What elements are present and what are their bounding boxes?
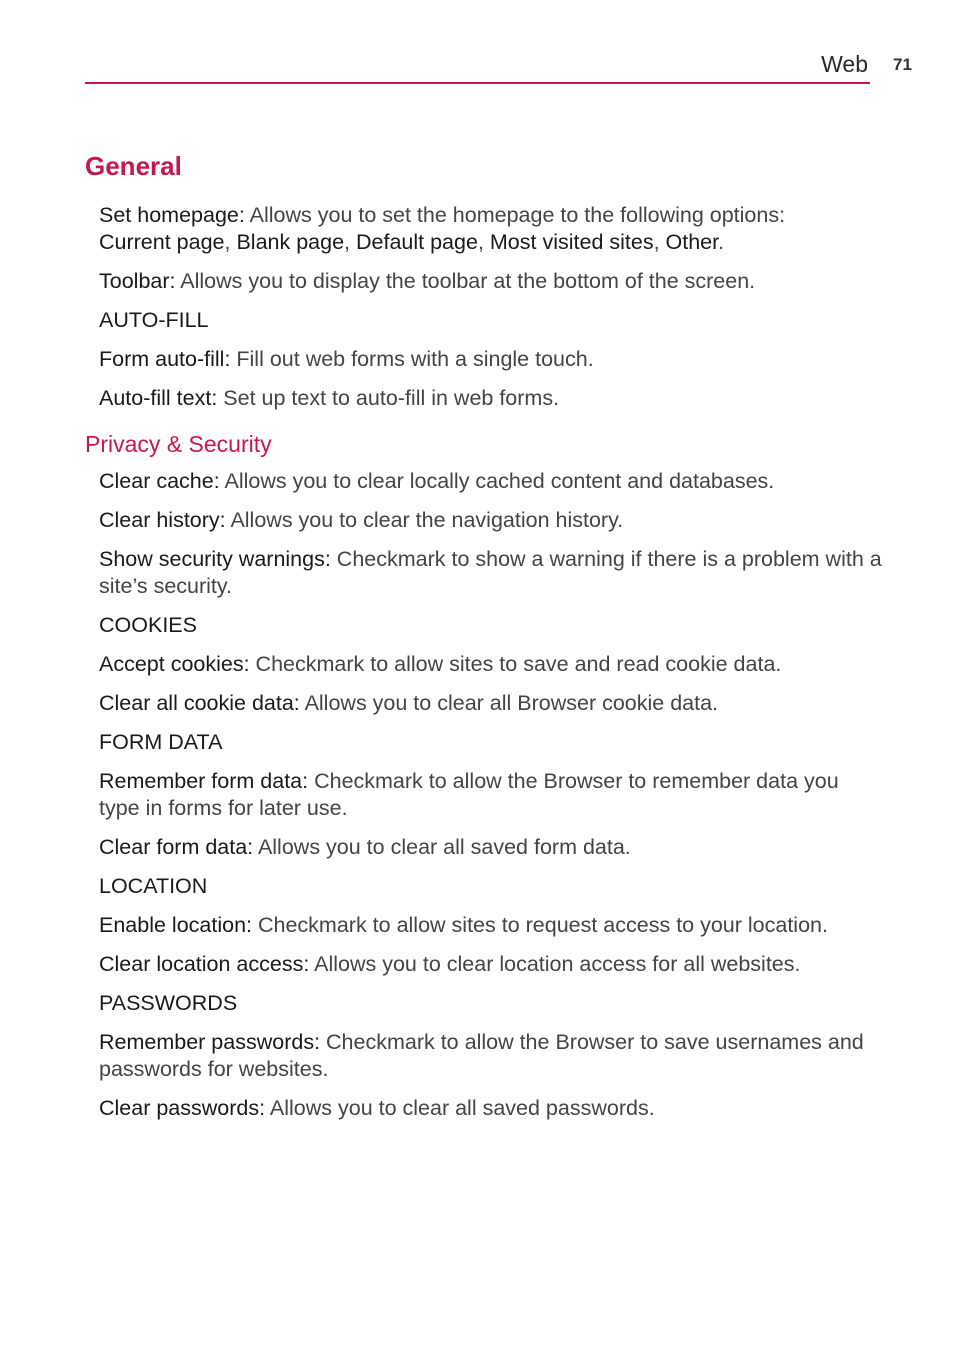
setting-remember-form-data — [99, 768, 885, 822]
setting-term: Auto-fill text: — [99, 386, 218, 410]
setting-term: Form auto-fill: — [99, 347, 231, 371]
setting-clear-passwords — [99, 1095, 885, 1122]
setting-term: Toolbar: — [99, 269, 176, 293]
setting-clear-form-data — [99, 834, 885, 861]
option-blank-page: Blank page — [236, 230, 345, 254]
setting-term: Clear history: — [99, 508, 226, 532]
setting-desc: Checkmark to allow sites to save and read cookie data. — [249, 652, 782, 676]
setting-show-security-warnings — [99, 546, 885, 600]
setting-clear-cache — [99, 468, 885, 495]
setting-form-auto-fill — [99, 346, 885, 373]
setting-desc: Checkmark to allow the Browser to save usernames and passwords for websites. — [99, 1030, 864, 1081]
section-title-privacy-security: Privacy & Security — [85, 431, 272, 457]
section-title-general: General — [85, 151, 182, 181]
setting-desc: Allows you to clear all Browser cookie data. — [299, 691, 719, 715]
setting-desc: Allows you to set the homepage to the following options: — [244, 203, 786, 227]
setting-term: Remember passwords: — [99, 1030, 321, 1054]
page-number: 71 — [893, 55, 912, 74]
setting-term: Accept cookies: — [99, 652, 250, 676]
setting-clear-location-access — [99, 951, 885, 978]
setting-term: Clear passwords: — [99, 1096, 266, 1120]
option-separator: , — [344, 230, 356, 254]
option-most-visited-sites: Most visited sites — [489, 230, 654, 254]
option-separator: , — [653, 230, 666, 254]
setting-toolbar — [99, 268, 885, 295]
option-separator: , — [477, 230, 490, 254]
setting-desc: Checkmark to allow the Browser to remember data you type in forms for later use. — [99, 769, 839, 820]
setting-accept-cookies — [99, 651, 885, 678]
setting-term: Remember form data: — [99, 769, 309, 793]
setting-term: Clear cache: — [99, 469, 220, 493]
setting-enable-location — [99, 912, 885, 939]
setting-term: Enable location: — [99, 913, 252, 937]
setting-set-homepage — [99, 202, 885, 256]
setting-auto-fill-text — [99, 385, 885, 412]
setting-clear-history — [99, 507, 885, 534]
setting-term: Show security warnings: — [99, 547, 331, 571]
setting-desc: Fill out web forms with a single touch. — [230, 347, 594, 371]
caption-cookies: COOKIES — [99, 613, 197, 637]
setting-desc: Allows you to display the toolbar at the bottom of the screen. — [175, 269, 756, 293]
setting-desc: Checkmark to show a warning if there is a problem with a site’s security. — [99, 547, 882, 598]
setting-clear-all-cookie-data — [99, 690, 885, 717]
caption-auto-fill: AUTO-FILL — [99, 308, 209, 332]
option-separator: , — [224, 230, 237, 254]
setting-term: Clear location access: — [99, 952, 310, 976]
setting-desc: Allows you to clear the navigation history. — [225, 508, 624, 532]
setting-desc: Checkmark to allow sites to request access to your location. — [252, 913, 828, 937]
page-content — [85, 150, 885, 1134]
caption-passwords: PASSWORDS — [99, 991, 238, 1015]
option-current-page: Current page — [99, 230, 225, 254]
setting-term: Clear all cookie data: — [99, 691, 300, 715]
setting-desc: Allows you to clear locally cached content and databases. — [219, 469, 775, 493]
setting-desc: Allows you to clear location access for all websites. — [309, 952, 801, 976]
setting-term: Clear form data: — [99, 835, 254, 859]
setting-desc: Allows you to clear all saved form data. — [253, 835, 631, 859]
option-other: Other — [665, 230, 719, 254]
page-header — [85, 50, 870, 84]
setting-desc: Allows you to clear all saved passwords. — [265, 1096, 655, 1120]
setting-term: Set homepage: — [99, 203, 245, 227]
setting-desc: Set up text to auto-fill in web forms. — [217, 386, 560, 410]
option-default-page: Default page — [356, 230, 478, 254]
setting-remember-passwords — [99, 1029, 885, 1083]
option-end: . — [718, 230, 725, 254]
caption-form-data: FORM DATA — [99, 730, 223, 754]
caption-location: LOCATION — [99, 874, 208, 898]
header-section-title: Web — [821, 51, 868, 77]
